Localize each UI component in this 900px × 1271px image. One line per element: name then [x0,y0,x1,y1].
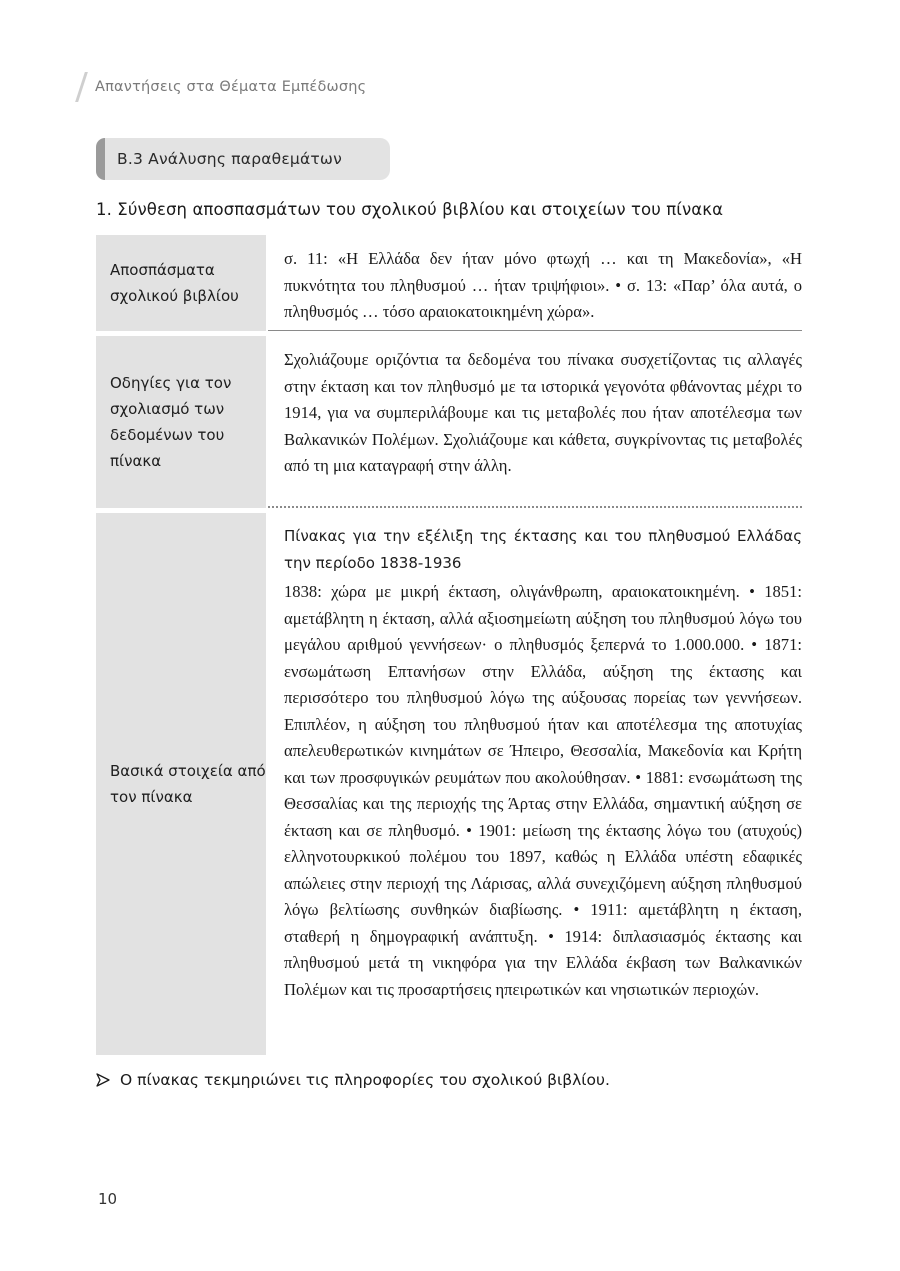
running-head [80,74,366,100]
table-row-basic-elements [96,513,802,1055]
section-tab-marker [96,138,105,180]
section-title: Β.3 Ανάλυσης παραθεμάτων [117,150,342,168]
page-number: 10 [98,1190,118,1208]
subheading: 1. Σύνθεση αποσπασμάτων του σχολικού βιβλίου και στοιχείων του πίνακα [96,200,724,219]
row-content-excerpts: σ. 11: «Η Ελλάδα δεν ήταν μόνο φτωχή … και τη Μακεδονία», «Η πυκνότητα του πληθυσμού … ήταν τριψήφιοι». • σ. 13: «Παρ’ όλα αυτά, ο πληθυσμός … τόσο αραιοκατοικημένη χώρα». [268,235,802,331]
analysis-table [96,235,802,1055]
table-row-excerpts [96,235,802,331]
basic-elements-title: Πίνακας για την εξέλιξη της έκτασης και του πληθυσμού Ελλάδας την περίοδο 1838-1936 [284,527,802,572]
section-tab [96,138,390,180]
row-content-instructions: Σχολιάζουμε οριζόντια τα δεδομένα του πίνακα συσχετίζοντας τις αλλαγές στην έκταση και τον πληθυσμό με τα ιστορικά γεγονότα φθάνοντας μέχρι το 1914, για να συμπεριλάβουμε και τις μεταβολές που ήταν αποτέλεσμα των Βαλκανικών Πολέμων. Σχολιάζουμε και κάθετα, συγκρίνοντας τις μεταβολές από τη μια καταγραφή στην άλλη. [268,336,802,508]
running-head-slash [75,72,88,102]
basic-elements-body: 1838: χώρα με μικρή έκταση, ολιγάνθρωπη, αραιοκατοικημένη. • 1851: αμετάβλητη η έκταση, αλλά αξιοσημείωτη αύξηση του πληθυσμού λόγω του μεγάλου αριθμού γεννήσεων· ο πληθυσμός ξεπερνά το 1.000.000. • 1871: ενσωμάτωση Επτανήσων στην Ελλάδα, αύξηση της έκτασης και περισσότερο του πληθυσμού λόγω της αύξουσας πορείας των γεννήσεων. Επιπλέον, η αύξηση του πληθυσμού ήταν και αποτέλεσμα της αποτυχίας απελευθερωτικών κινημάτων σε Ήπειρο, Θεσσαλία, Μακεδονία και Κρήτη και των προσφυγικών ρευμάτων που ακολούθησαν. • 1881: ενσωμάτωση της Θεσσαλίας και της περιοχής της Άρτας στην Ελλάδα, σημαντική αύξηση σε έκταση και σε πληθυσμό. • 1901: μείωση της έκτασης λόγω του (ατυχούς) ελληνοτουρκικού πολέμου του 1897, καθώς η Ελλάδα υπέστη εδαφικές απώλειες στην περιοχή της Λάρισας, αλλά συνεχιζόμενη αύξηση πληθυσμού λόγω βελτίωσης συνθηκών διαβίωσης. • 1911: αμετάβλητη η έκταση, σταθερή η δημογραφική ανάπτυξη. • 1914: διπλασιασμός έκτασης και πληθυσμού μετά τη νικηφόρα για την Ελλάδα έκβαση των Βαλκανικών Πολέμων και τις προσαρτήσεις ηπειρωτικών και νησιωτικών περιοχών. [284,582,802,999]
table-row-instructions [96,336,802,508]
conclusion [96,1071,610,1089]
row-label-instructions: Οδηγίες για τον σχολιασμό των δεδομένων του πίνακα [96,336,266,508]
row-label-excerpts: Αποσπάσματα σχολικού βιβλίου [96,235,266,331]
running-head-text: Απαντήσεις στα Θέματα Εμπέδωσης [95,79,367,95]
row-content-basic-elements [268,513,802,1055]
arrow-bullet-icon [96,1073,110,1087]
conclusion-text: Ο πίνακας τεκμηριώνει τις πληροφορίες του σχολικού βιβλίου. [120,1071,610,1089]
row-label-basic-elements: Βασικά στοιχεία από τον πίνακα [96,513,266,1055]
